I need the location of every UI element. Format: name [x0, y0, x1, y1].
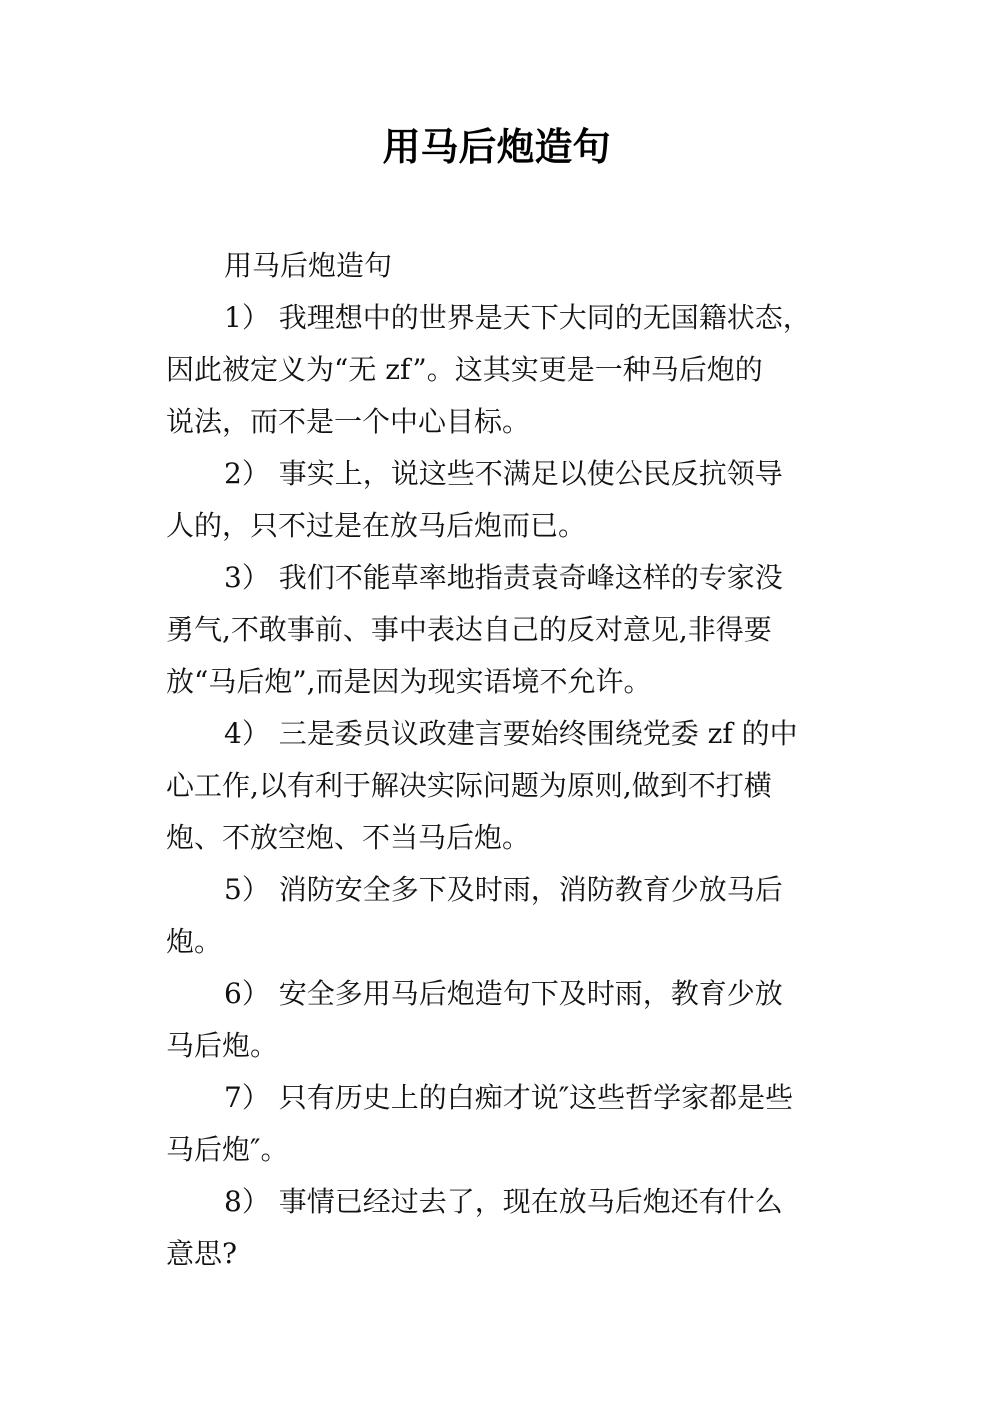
sentence-6 [166, 968, 846, 1072]
sentence-4 [166, 708, 846, 864]
intro-line: 用马后炮造句 [224, 249, 393, 282]
sentence-line: 勇气,不敢事前、事中表达自己的反对意见,非得要 [166, 613, 772, 646]
sentence-line: 3） 我们不能草率地指责袁奇峰这样的专家没 [224, 561, 783, 594]
sentence-line: 放“马后炮”,而是因为现实语境不允许。 [166, 665, 652, 698]
document-title: 用马后炮造句 [382, 125, 611, 169]
sentence-1 [166, 292, 846, 448]
sentence-line: 6） 安全多用马后炮造句下及时雨，教育少放 [224, 977, 783, 1010]
sentence-3 [166, 552, 846, 708]
sentence-line: 2） 事实上，说这些不满足以使公民反抗领导 [224, 457, 783, 490]
sentence-line: 说法，而不是一个中心目标。 [166, 405, 531, 438]
sentence-8 [166, 1176, 846, 1280]
document-body [166, 240, 846, 1280]
sentence-line: 心工作,以有利于解决实际问题为原则,做到不打横 [166, 769, 772, 802]
sentence-line: 8） 事情已经过去了，现在放马后炮还有什么 [224, 1185, 783, 1218]
sentence-line: 7） 只有历史上的白痴才说″这些哲学家都是些 [224, 1081, 794, 1114]
sentence-line: 马后炮″。 [166, 1133, 289, 1166]
sentence-2 [166, 448, 846, 552]
sentence-line: 5） 消防安全多下及时雨，消防教育少放马后 [224, 873, 783, 906]
sentence-line: 4） 三是委员议政建言要始终围绕党委 zf 的中 [224, 717, 798, 750]
sentence-line: 炮、不放空炮、不当马后炮。 [166, 821, 531, 854]
sentence-line: 1） 我理想中的世界是天下大同的无国籍状态， [224, 301, 811, 334]
sentence-line: 炮。 [166, 925, 223, 958]
sentence-line: 意思? [166, 1237, 238, 1270]
sentence-line: 马后炮。 [166, 1029, 279, 1062]
sentence-7 [166, 1072, 846, 1176]
intro-heading [166, 240, 846, 292]
sentence-5 [166, 864, 846, 968]
sentence-line: 人的，只不过是在放马后炮而已。 [166, 509, 587, 542]
sentence-line: 因此被定义为“无 zf”。这其实更是一种马后炮的 [166, 353, 763, 386]
